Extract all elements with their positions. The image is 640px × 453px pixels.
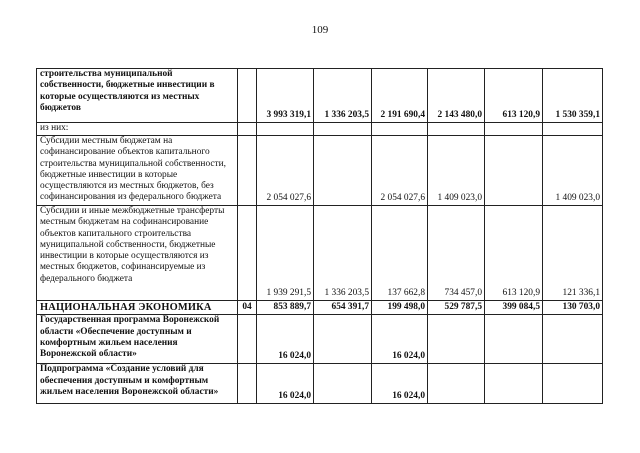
amount-cell: 654 391,7 xyxy=(314,301,372,315)
row-name-cell: НАЦИОНАЛЬНАЯ ЭКОНОМИКА xyxy=(37,301,238,315)
amount-cell: 1 409 023,0 xyxy=(543,136,603,206)
amount-cell: 613 120,9 xyxy=(485,206,543,301)
amount-cell xyxy=(485,123,543,136)
section-code-cell xyxy=(238,315,257,364)
amount-cell: 16 024,0 xyxy=(257,315,314,364)
amount-cell: 2 143 480,0 xyxy=(428,69,485,123)
table-row xyxy=(37,136,603,206)
row-name-cell: из них: xyxy=(37,123,238,136)
section-code-cell xyxy=(238,136,257,206)
amount-cell: 399 084,5 xyxy=(485,301,543,315)
amount-cell xyxy=(314,136,372,206)
amount-cell xyxy=(485,315,543,364)
amount-cell: 16 024,0 xyxy=(372,364,428,404)
amount-cell xyxy=(485,364,543,404)
table-row xyxy=(37,206,603,301)
table-row xyxy=(37,364,603,404)
row-name-cell: Подпрограмма «Создание условий для обеспечения доступным и комфортным жильем населения Воронежской области» xyxy=(37,364,238,404)
amount-cell xyxy=(428,364,485,404)
amount-cell: 1 530 359,1 xyxy=(543,69,603,123)
amount-cell: 1 336 203,5 xyxy=(314,69,372,123)
table-row xyxy=(37,123,603,136)
table-row xyxy=(37,315,603,364)
amount-cell: 199 498,0 xyxy=(372,301,428,315)
amount-cell xyxy=(428,315,485,364)
amount-cell: 734 457,0 xyxy=(428,206,485,301)
amount-cell xyxy=(543,123,603,136)
amount-cell xyxy=(314,315,372,364)
amount-cell: 2 054 027,6 xyxy=(372,136,428,206)
amount-cell: 1 409 023,0 xyxy=(428,136,485,206)
page-number: 109 xyxy=(311,24,329,36)
amount-cell xyxy=(314,364,372,404)
amount-cell: 130 703,0 xyxy=(543,301,603,315)
amount-cell: 853 889,7 xyxy=(257,301,314,315)
row-name-cell: Субсидии и иные межбюджетные трансферты местным бюджетам на софинансирование объектов капитального строительства муниципальной собственности, бюджетные инвестиции в которые осуществляются из местных бюджетов, софинансируемые из федерального бюджета xyxy=(37,206,238,301)
amount-cell: 1 336 203,5 xyxy=(314,206,372,301)
amount-cell: 16 024,0 xyxy=(257,364,314,404)
amount-cell xyxy=(257,123,314,136)
section-code-cell xyxy=(238,69,257,123)
amount-cell: 1 939 291,5 xyxy=(257,206,314,301)
amount-cell: 137 662,8 xyxy=(372,206,428,301)
amount-cell: 2 191 690,4 xyxy=(372,69,428,123)
section-code-cell xyxy=(238,123,257,136)
amount-cell: 16 024,0 xyxy=(372,315,428,364)
amount-cell xyxy=(314,123,372,136)
row-name-cell: Государственная программа Воронежской области «Обеспечение доступным и комфортным жильем населения Воронежской области» xyxy=(37,315,238,364)
table-row xyxy=(37,301,603,315)
section-code-cell xyxy=(238,206,257,301)
row-name-cell: Субсидии местным бюджетам на софинансирование объектов капитального строительства муниципальной собственности, бюджетные инвестиции в которые осуществляются из местных бюджетов, без софинансирования из федерального бюджета xyxy=(37,136,238,206)
table-row xyxy=(37,69,603,123)
amount-cell xyxy=(372,123,428,136)
row-name-cell: строительства муниципальной собственности, бюджетные инвестиции в которые осуществляются из местных бюджетов xyxy=(37,69,238,123)
amount-cell: 3 993 319,1 xyxy=(257,69,314,123)
amount-cell xyxy=(543,364,603,404)
amount-cell xyxy=(485,136,543,206)
amount-cell: 613 120,9 xyxy=(485,69,543,123)
amount-cell xyxy=(543,315,603,364)
section-code-cell: 04 xyxy=(238,301,257,315)
amount-cell xyxy=(428,123,485,136)
amount-cell: 2 054 027,6 xyxy=(257,136,314,206)
amount-cell: 121 336,1 xyxy=(543,206,603,301)
section-code-cell xyxy=(238,364,257,404)
amount-cell: 529 787,5 xyxy=(428,301,485,315)
budget-table xyxy=(36,68,603,404)
